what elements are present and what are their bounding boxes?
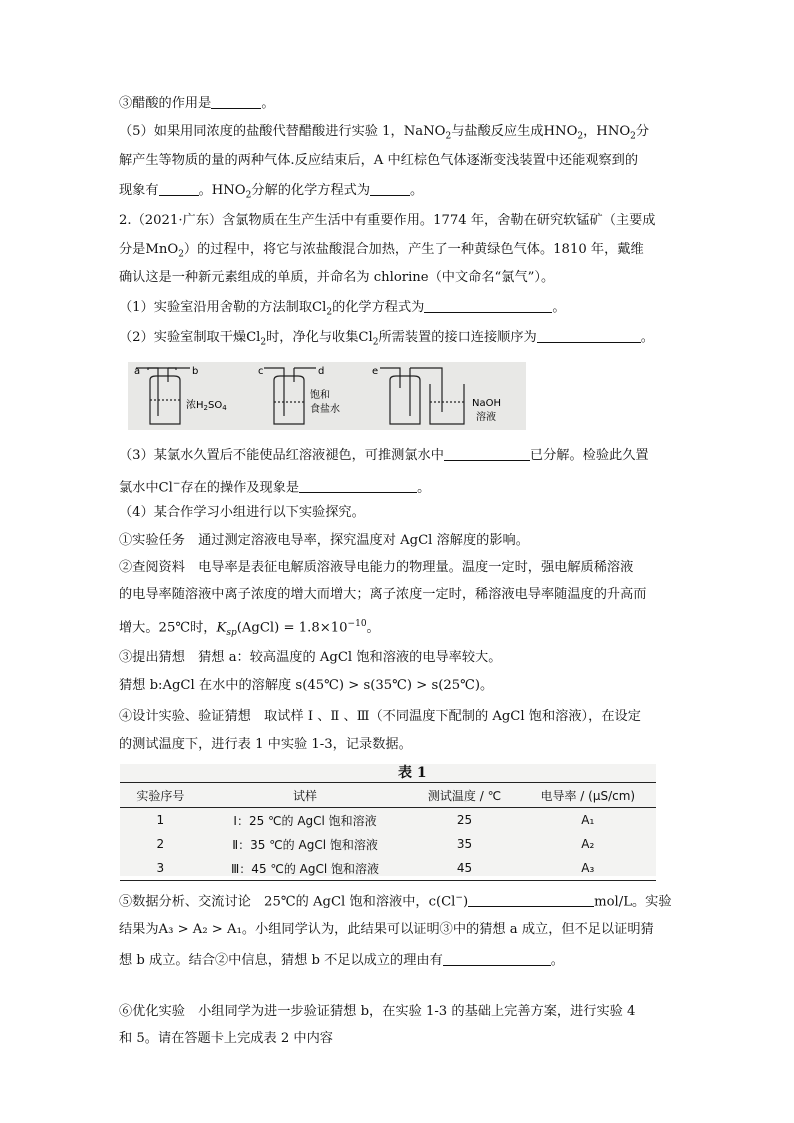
apparatus-figure bbox=[128, 362, 526, 430]
answer-blank[interactable] bbox=[159, 181, 199, 196]
answer-blank[interactable] bbox=[537, 328, 641, 343]
table-cell: 1 bbox=[156, 813, 165, 827]
port-b-label: b bbox=[192, 366, 199, 377]
text-line: 现象有 。$HNO_2$分解的化学方程式为 。 bbox=[119, 183, 424, 201]
text-line: ③提出猜想 猜想 a：较高温度的 AgCl 饱和溶液的电导率较大。 bbox=[119, 650, 502, 665]
naoh-label-2: 溶液 bbox=[476, 412, 496, 423]
brine-label-1: 饱和 bbox=[310, 390, 330, 401]
table-cell: A₂ bbox=[581, 837, 595, 851]
apparatus-drawing bbox=[128, 362, 526, 430]
text-line: （3）某氯水久置后不能使品红溶液褪色，可推测氯水中 已分解。检验此久置 bbox=[119, 448, 649, 463]
table-cell: 45 bbox=[409, 856, 519, 881]
text-line: ④设计实验、验证猜想 取试样 Ⅰ 、Ⅱ 、Ⅲ（不同温度下配制的 AgCl 饱和溶液），在设定 bbox=[119, 709, 641, 724]
text-line: 解产生等物质的量的两种气体.反应结束后，A 中红棕色气体逐渐变浅装置中还能观察到的 bbox=[119, 153, 639, 168]
text-line: 和 5。请在答题卡上完成表 2 中内容 bbox=[119, 1031, 333, 1046]
text-line: ①实验任务 通过测定溶液电导率，探究温度对 AgCl 溶解度的影响。 bbox=[119, 533, 529, 548]
table-header-row bbox=[120, 783, 656, 808]
table-cell: 3 bbox=[120, 856, 201, 881]
table-cell: A₁ bbox=[581, 813, 595, 827]
table-cell: Ⅱ：35 ℃的 AgCl 饱和溶液 bbox=[232, 837, 378, 852]
answer-blank[interactable] bbox=[370, 181, 410, 196]
table-row bbox=[120, 856, 656, 881]
table-cell: Ⅰ：25 ℃的 AgCl 饱和溶液 bbox=[233, 813, 377, 828]
table-row bbox=[120, 832, 656, 856]
text-line: ②查阅资料 电导率是表征电解质溶液导电能力的物理量。温度一定时，强电解质稀溶液 bbox=[119, 560, 634, 575]
text-line: 的测试温度下，进行表 1 中实验 1-3，记录数据。 bbox=[119, 737, 412, 752]
text-line: 的电导率随溶液中离子浓度的增大而增大；离子浓度一定时，稀溶液电导率随温度的升高而 bbox=[119, 587, 647, 602]
answer-blank[interactable] bbox=[468, 892, 594, 907]
port-d-label: d bbox=[318, 366, 325, 377]
text-line: （5）如果用同浓度的盐酸代替醋酸进行实验 1，NaNO$_2$与盐酸反应生成$HNO_2$，$HNO_2$分 bbox=[119, 124, 650, 142]
text-line: ③醋酸的作用是 。 bbox=[119, 96, 275, 111]
text-line: ⑥优化实验 小组同学为进一步验证猜想 b，在实验 1-3 的基础上完善方案，进行实验 4 bbox=[119, 1004, 636, 1019]
col-header: 测试温度 / ℃ bbox=[409, 783, 519, 808]
text-line: 想 b 成立。结合②中信息，猜想 b 不足以成立的理由有 。 bbox=[119, 953, 564, 968]
brine-label-2: 食盐水 bbox=[310, 404, 340, 415]
text-line: 确认这是一种新元素组成的单质，并命名为 chlorine（中文命名“氯气”）。 bbox=[119, 270, 555, 285]
table-cell: Ⅲ：45 ℃的 AgCl 饱和溶液 bbox=[201, 856, 410, 881]
col-header: 实验序号 bbox=[120, 783, 201, 808]
data-table bbox=[120, 782, 656, 881]
port-e-label: e bbox=[372, 366, 379, 377]
text-line: 分是MnO$_2$）的过程中，将它与浓盐酸混合加热，产生了一种黄绿色气体。1810 年，戴维 bbox=[119, 242, 644, 260]
table-cell: 25 bbox=[456, 813, 473, 827]
table-cell: 35 bbox=[456, 837, 473, 851]
text-line: （1）实验室沿用舍勒的方法制取$Cl_2$的化学方程式为 。 bbox=[119, 300, 566, 318]
answer-blank[interactable] bbox=[443, 951, 551, 966]
text-line: （4）某合作学习小组进行以下实验探究。 bbox=[119, 505, 365, 520]
table-cell: A₃ bbox=[520, 856, 656, 881]
col-header: 试样 bbox=[201, 783, 410, 808]
h2so4-label: 浓$H_2SO_4$ bbox=[186, 400, 227, 412]
answer-blank[interactable] bbox=[211, 94, 261, 109]
answer-blank[interactable] bbox=[299, 478, 417, 493]
text-line: 猜想 b:AgCl 在水中的溶解度 s(45℃) > s(35℃) > s(25℃)。 bbox=[119, 678, 494, 693]
text-line: 氯水中Cl−存在的操作及现象是 。 bbox=[119, 479, 431, 496]
port-a-label: a bbox=[134, 366, 141, 377]
table-cell: 2 bbox=[156, 837, 165, 851]
text-line: ⑤数据分析、交流讨论 25℃的 AgCl 饱和溶液中，c(Cl−) mol/L。实验 bbox=[119, 893, 672, 910]
text-line: 2.（2021·广东）含氯物质在生产生活中有重要作用。1774 年，舍勒在研究软锰矿（主要成 bbox=[119, 213, 656, 228]
answer-blank[interactable] bbox=[424, 298, 552, 313]
col-header: 电导率 / (μS/cm) bbox=[520, 783, 656, 808]
text-line: 结果为A₃ > A₂ > A₁。小组同学认为，此结果可以证明③中的猜想 a 成立，但不足以证明猜 bbox=[119, 922, 654, 937]
port-c-label: c bbox=[258, 366, 264, 377]
text-line: 增大。25℃时，$K_{sp}(AgCl) = 1.8\times 10^{-10}$。 bbox=[119, 619, 380, 639]
table-title: 表 1 bbox=[398, 765, 427, 781]
text-line: （2）实验室制取干燥$Cl_2$时，净化与收集$Cl_2$所需装置的接口连接顺序为 。 bbox=[119, 330, 654, 348]
answer-blank[interactable] bbox=[444, 446, 530, 461]
naoh-label-1: NaOH bbox=[472, 398, 501, 409]
table-row bbox=[120, 808, 656, 833]
